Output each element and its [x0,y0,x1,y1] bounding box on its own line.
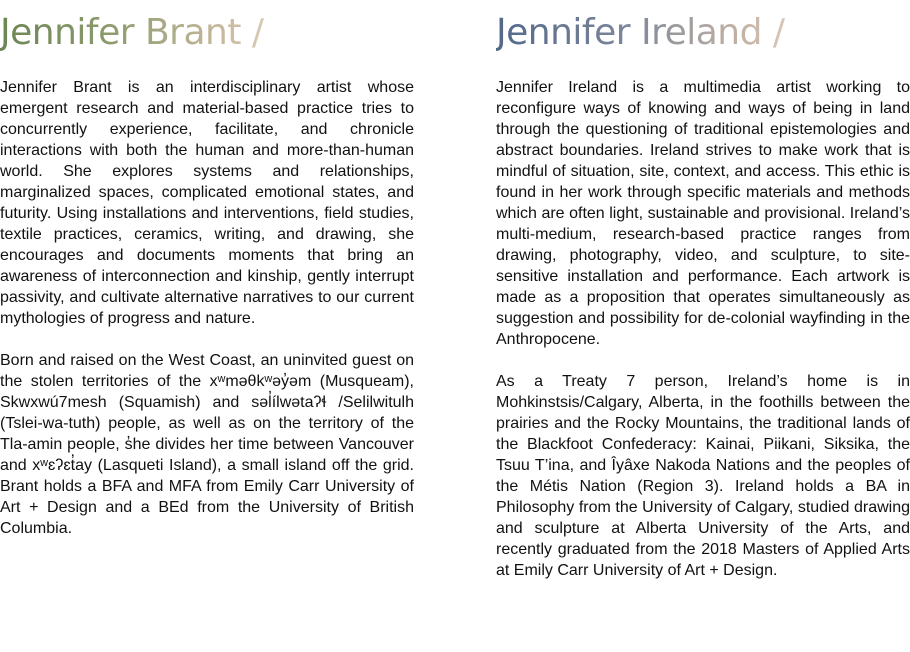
bio-text [0,77,414,560]
bio-paragraph: Jennifer Ireland is a multimedia artist working to reconfigure ways of knowing and ways of being in land through the questioning of traditional epistemologies and abstract boundaries. Ireland strives to make work that is mindful of situation, site, context, and access. This ethic is found in her work through specific materials and methods which are often light, sustainable and provisional. Ireland’s multi-medium, research-based practice ranges from drawing, photography, video, and sculpture, to site-sensitive installation and performance. Each artwork is made as a proposition that operates simultaneously as suggestion and possibility for de-colonial wayfinding in the Anthropocene. [496,79,910,348]
artist-name-heading: Jennifer Brant / [0,12,264,53]
bio-paragraph: Jennifer Brant is an interdisciplinary artist whose emergent research and material-based practice tries to concurrently experience, facilitate, and chronicle interactions with both the human and more-than-human world. She explores systems and relationships, marginalized spaces, complicated emotional states, and futurity. Using installations and interventions, field studies, textile practices, ceramics, writing, and drawing, she encourages and documents moments that bring an awareness of interconnection and kinship, gently interrupt passivity, and cultivate alternative narratives to our current mythologies of progress and nature. [0,79,414,327]
bio-paragraph: Born and raised on the West Coast, an uninvited guest on the stolen territories of the xʷməθkʷəy̓əm (Musqueam), Skwxwú7mesh (Squamish) and səl̓ílwətaʔɬ /Selilwitulh (Tslei-wa-tuth) people, as well as on the territory of the Tla-amin people, s̓he divides her time between Vancouver and xʷɛʔɛt̓ay (Lasqueti Island), a small island off the grid. Brant holds a BFA and MFA from Emily Carr University of Art + Design and a BEd from the University of British Columbia. [0,352,414,537]
bio-paragraph: As a Treaty 7 person, Ireland’s home is in Mohkinstsis/Calgary, Alberta, in the foothills between the prairies and the Rocky Mountains, the traditional lands of the Blackfoot Confederacy: Kainai, Piikani, Siksika, the Tsuu T’ina, and Îyâxe Nakoda Nations and the peoples of the Métis Nation (Region 3). Ireland holds a BA in Philosophy from the University of Calgary, studied drawing and sculpture at Alberta University of the Arts, and recently graduated from the 2018 Masters of Applied Arts at Emily Carr University of Art + Design. [496,373,910,579]
artist-name-heading: Jennifer Ireland / [496,12,785,53]
bio-text [496,77,910,602]
